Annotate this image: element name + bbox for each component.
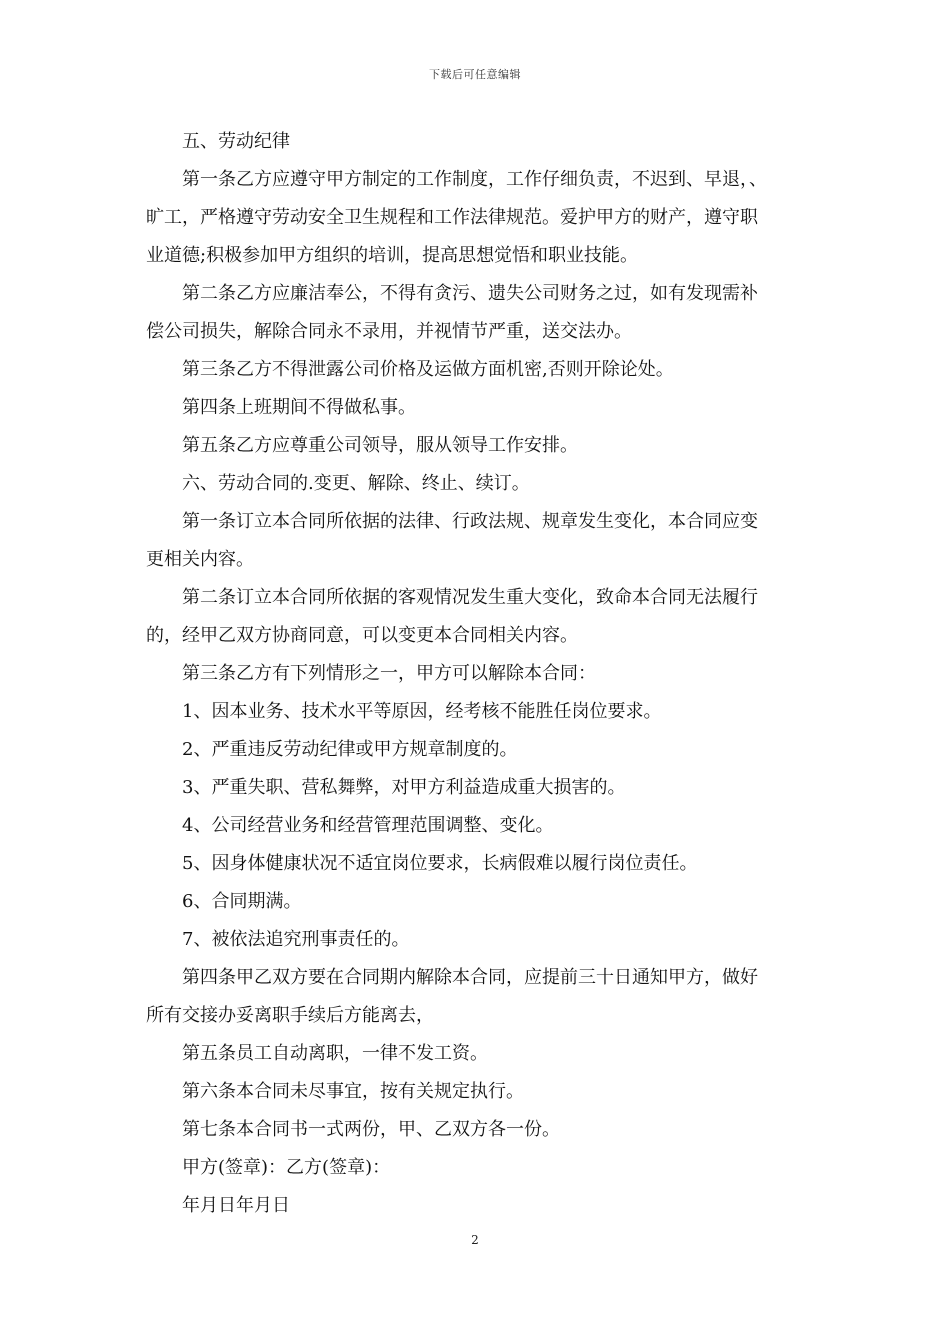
document-body — [146, 123, 810, 1225]
header-note: 下载后可任意编辑 — [429, 68, 521, 81]
paragraph-line: 第三条乙方有下列情形之一，甲方可以解除本合同： — [182, 663, 596, 684]
paragraph-line: 第三条乙方不得泄露公司价格及运做方面机密,否则开除论处。 — [182, 359, 674, 380]
page-number: 2 — [471, 1233, 479, 1247]
paragraph-line: 第五条乙方应尊重公司领导，服从领导工作安排。 — [182, 435, 578, 456]
paragraph-line: 4、公司经营业务和经营管理范围调整、变化。 — [182, 815, 554, 836]
paragraph-line: 第一条订立本合同所依据的法律、行政法规、规章发生变化，本合同应变 — [182, 511, 758, 532]
paragraph-line: 业道德;积极参加甲方组织的培训，提高思想觉悟和职业技能。 — [146, 245, 639, 266]
paragraph-line: 7、被依法追究刑事责任的。 — [182, 929, 410, 950]
paragraph-line: 5、因身体健康状况不适宜岗位要求，长病假难以履行岗位责任。 — [182, 853, 698, 874]
paragraph-line: 五、劳动纪律 — [182, 131, 290, 152]
paragraph-line: 6、合同期满。 — [182, 891, 302, 912]
paragraph-line: 所有交接办妥离职手续后方能离去， — [146, 1005, 434, 1026]
paragraph-line: 3、严重失职、营私舞弊，对甲方利益造成重大损害的。 — [182, 777, 626, 798]
paragraph-line: 第七条本合同书一式两份，甲、乙双方各一份。 — [182, 1119, 560, 1140]
paragraph-line: 旷工，严格遵守劳动安全卫生规程和工作法律规范。爱护甲方的财产，遵守职 — [146, 207, 758, 228]
paragraph-line: 偿公司损失，解除合同永不录用，并视情节严重，送交法办。 — [146, 321, 632, 342]
paragraph-line: 第二条订立本合同所依据的客观情况发生重大变化，致命本合同无法履行 — [182, 587, 758, 608]
paragraph-line: 第四条甲乙双方要在合同期内解除本合同，应提前三十日通知甲方，做好 — [182, 967, 758, 988]
paragraph-line: 的，经甲乙双方协商同意，可以变更本合同相关内容。 — [146, 625, 578, 646]
paragraph-line: 第五条员工自动离职，一律不发工资。 — [182, 1043, 488, 1064]
paragraph-line: 第六条本合同未尽事宜，按有关规定执行。 — [182, 1081, 524, 1102]
signature-line: 甲方(签章)：乙方(签章)： — [182, 1157, 391, 1178]
paragraph-line: 第二条乙方应廉洁奉公，不得有贪污、遗失公司财务之过，如有发现需补 — [182, 283, 758, 304]
paragraph-line: 第一条乙方应遵守甲方制定的工作制度，工作仔细负责，不迟到、早退，、 — [182, 169, 767, 190]
paragraph-line: 1、因本业务、技术水平等原因，经考核不能胜任岗位要求。 — [182, 701, 662, 722]
paragraph-line: 第四条上班期间不得做私事。 — [182, 397, 416, 418]
paragraph-line: 六、劳动合同的.变更、解除、终止、续订。 — [182, 473, 530, 494]
paragraph-line: 2、严重违反劳动纪律或甲方规章制度的。 — [182, 739, 518, 760]
paragraph-line: 更相关内容。 — [146, 549, 254, 570]
date-line: 年月日年月日 — [182, 1195, 290, 1216]
